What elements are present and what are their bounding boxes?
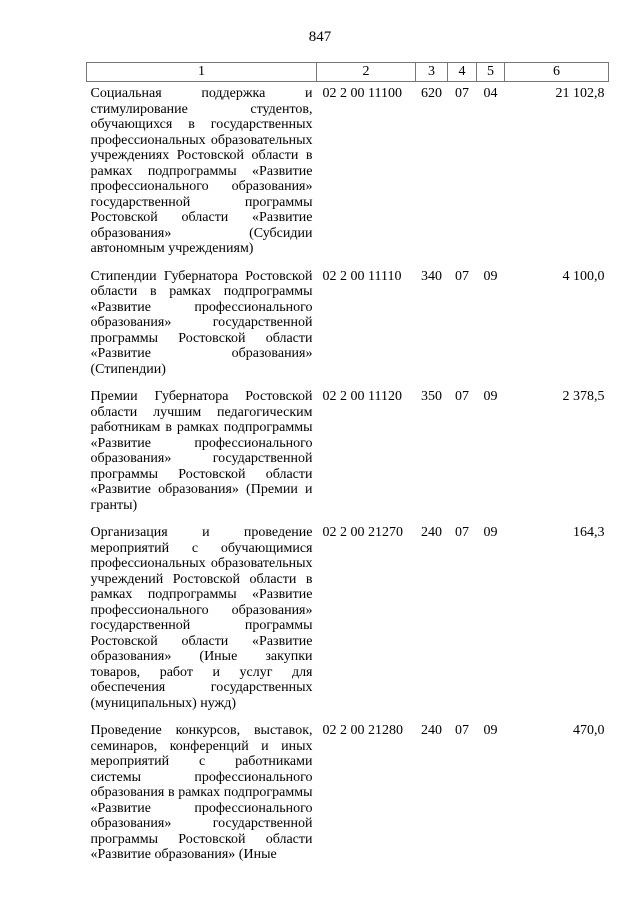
row-description: Стипендии Губернатора Ростовской области в рамках подпрограммы «Развитие профессионального образования» государственной программы Ростовской области «Развитие образования» (Стипендии) <box>90 268 313 377</box>
row-code: 02 2 00 21270 <box>322 525 403 540</box>
budget-table <box>86 62 609 871</box>
row-col4: 07 <box>455 389 469 404</box>
header-col-1: 1 <box>87 63 317 82</box>
row-col3: 240 <box>421 723 442 738</box>
row-code: 02 2 00 11110 <box>322 268 402 284</box>
row-amount: 21 102,8 <box>555 86 605 101</box>
row-code: 02 2 00 21280 <box>322 723 403 738</box>
page-number: 847 <box>308 29 332 45</box>
header-col-3: 3 <box>416 63 448 82</box>
row-col5: 04 <box>483 86 498 101</box>
row-col4: 07 <box>455 86 469 101</box>
table-row <box>87 719 609 871</box>
header-col-5: 5 <box>477 63 505 82</box>
row-code: 02 2 00 11100 <box>322 86 402 101</box>
table-row <box>87 265 609 386</box>
row-col4: 07 <box>455 268 469 284</box>
row-description: Премии Губернатора Ростовской области лучшим педагогическим работникам в рамках подпрограммы «Развитие профессионального образования» государственной программы Ростовской области «Развитие образования» (Премии и гранты) <box>90 389 313 513</box>
row-col4: 07 <box>455 723 469 738</box>
table-row <box>87 521 609 719</box>
table-row <box>87 82 609 265</box>
row-amount: 4 100,0 <box>562 268 605 284</box>
header-col-2: 2 <box>317 63 416 82</box>
header-row <box>87 63 609 82</box>
table-header <box>87 63 609 82</box>
row-amount: 164,3 <box>573 525 605 540</box>
row-col5: 09 <box>483 525 498 540</box>
header-col-6: 6 <box>505 63 609 82</box>
row-col3: 240 <box>421 525 442 540</box>
row-col3: 620 <box>421 86 442 101</box>
header-col-4: 4 <box>448 63 477 82</box>
row-amount: 470,0 <box>573 723 605 738</box>
row-description: Организация и проведение мероприятий с обучающимися профессиональных образовательных учреждений Ростовской области в рамках подпрограммы «Развитие профессионального образования» государственной программы Ростовской области «Развитие образования» (Иные закупки товаров, работ и услуг для обеспечения государственных (муниципальных) нужд) <box>90 525 313 711</box>
row-description: Проведение конкурсов, выставок, семинаров, конференций и иных мероприятий с работниками системы профессионального образования в рамках подпрограммы «Развитие профессионального образования» государственной программы Ростовской области «Развитие образования» (Иные <box>90 723 313 862</box>
row-col3: 340 <box>421 268 442 284</box>
row-col5: 09 <box>483 268 498 284</box>
row-amount: 2 378,5 <box>562 389 605 404</box>
table-row <box>87 385 609 521</box>
row-col3: 350 <box>421 389 442 404</box>
row-col5: 09 <box>483 389 498 404</box>
row-code: 02 2 00 11120 <box>322 389 402 404</box>
row-col4: 07 <box>455 525 469 540</box>
row-col5: 09 <box>483 723 498 738</box>
row-description: Социальная поддержка и стимулирование студентов, обучающихся в государственных профессиональных образовательных учреждениях Ростовской области в рамках подпрограммы «Развитие профессионального образования» государственной программы Ростовской области «Развитие образования» (Субсидии автономным учреждениям) <box>90 86 313 256</box>
table-body <box>87 82 609 871</box>
